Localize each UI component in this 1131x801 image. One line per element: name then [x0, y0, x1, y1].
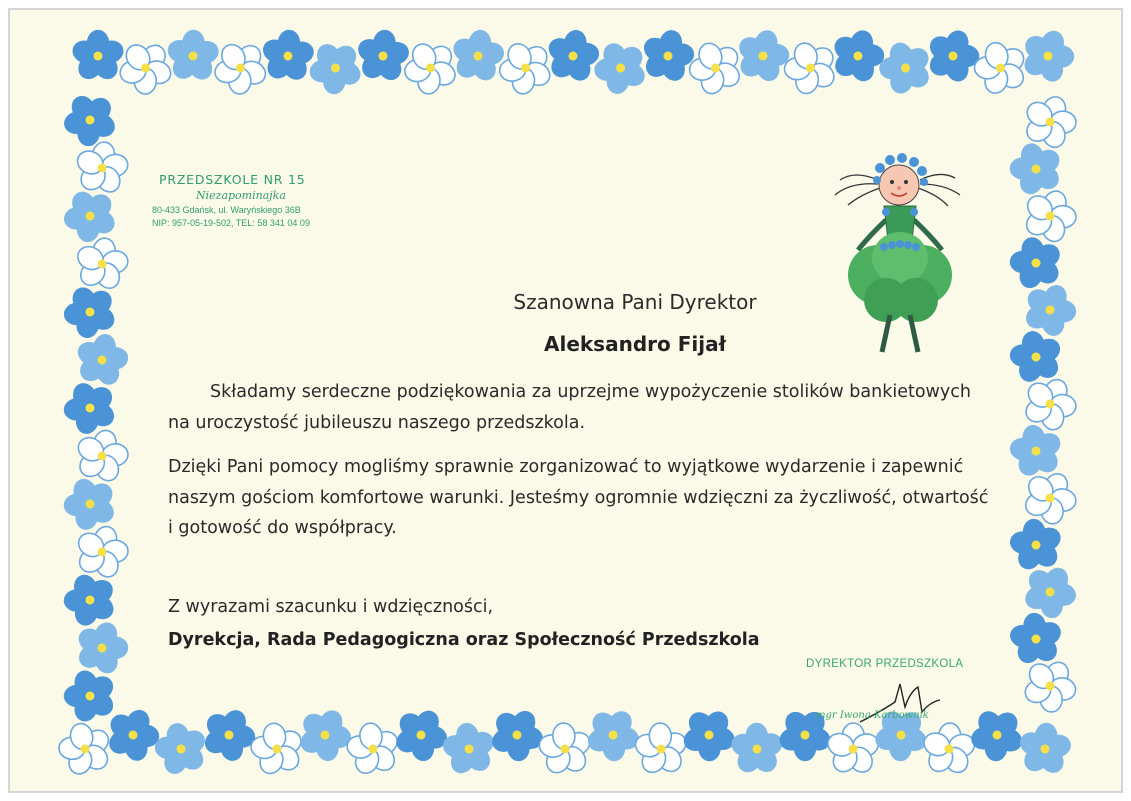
paragraph-thanks: Składamy serdeczne podziękowania za uprzejme wypożyczenie stolików bankietowych na uroczystość jubileuszu naszego przedszkola. — [168, 382, 971, 433]
stamp-nip: NIP: 957-05-19-502, TEL: 58 341 04 09 — [152, 218, 310, 228]
closing-line: Z wyrazami szacunku i wdzięczności, — [168, 597, 494, 617]
forget-me-not-flower — [201, 30, 278, 107]
school-stamp — [148, 172, 348, 228]
forget-me-not-flower — [722, 714, 791, 785]
forget-me-not-flower — [625, 713, 695, 785]
forget-me-not-flower — [51, 82, 129, 159]
signoff: Dyrekcja, Rada Pedagogiczna oraz Społeczność Przedszkola — [168, 630, 760, 650]
stamp-address: 80-433 Gdańsk, ul. Waryńskiego 36B — [152, 205, 301, 215]
forget-me-not-flower — [446, 26, 509, 87]
signature — [850, 672, 970, 732]
paragraph-details: Dzięki Pani pomocy mogliśmy sprawnie zorganizować to wyjątkowe wydarzenie i zapewnić naszym gościom komfortowe warunki. Jesteśmy ogromnie wdzięczni za życzliwość, otwartość i gotowość do współpracy. — [168, 457, 989, 538]
forget-me-not-flower — [71, 139, 133, 199]
recipient-name: Aleksandro Fijał — [543, 332, 726, 356]
girl-illustration — [820, 140, 970, 360]
forget-me-not-flower — [67, 615, 136, 683]
forget-me-not-flower — [70, 30, 126, 84]
forget-me-not-flower — [1015, 721, 1076, 779]
stamp-school-name: PRZEDSZKOLE NR 15 — [159, 172, 306, 187]
forget-me-not-flower — [239, 712, 313, 787]
forget-me-not-flower — [68, 424, 135, 489]
forget-me-not-flower — [106, 30, 183, 107]
forget-me-not-flower — [70, 234, 134, 296]
forget-me-not-flower — [541, 26, 606, 88]
forget-me-not-flower — [164, 29, 222, 84]
stamp-kindergarten-name: Niezapominajka — [196, 189, 286, 202]
forget-me-not-flower — [258, 28, 318, 85]
forget-me-not-flower — [432, 713, 504, 787]
director-stamp-title: DYREKTOR PRZEDSZKOLA — [806, 658, 964, 670]
forget-me-not-flower — [51, 370, 128, 448]
letter-page — [8, 8, 1123, 793]
forget-me-not-flower — [529, 713, 600, 786]
forget-me-not-flower — [143, 711, 218, 787]
forget-me-not-flower — [68, 520, 136, 586]
forget-me-not-flower — [336, 712, 409, 786]
forget-me-not-flower — [352, 27, 414, 86]
forget-me-not-flower — [635, 25, 701, 89]
salutation: Szanowna Pani Dyrektor — [513, 290, 757, 314]
director-name: mgr Iwona Karbownik — [816, 710, 929, 721]
